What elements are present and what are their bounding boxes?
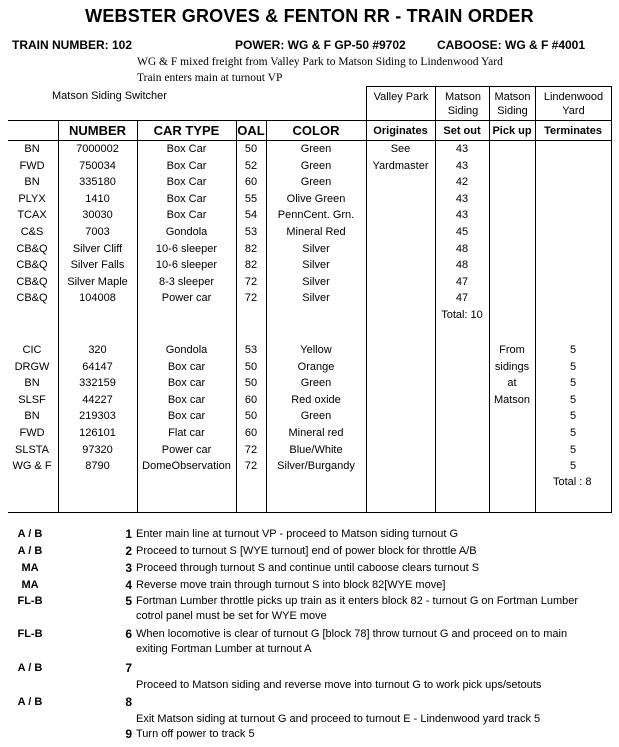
car-number: 1410 [85,192,110,205]
description-line-1: WG & F mixed freight from Valley Park to Matson Siding to Lindenwood Yard [137,56,503,68]
instruction-number: 5 [125,594,132,608]
col-color: COLOR [292,123,340,138]
car-color: Mineral Red [286,226,346,238]
road-name: BN [24,143,40,155]
car-oal: 54 [244,209,258,222]
road-name: SLSF [18,393,46,406]
switcher-label: Matson Siding Switcher [52,90,167,102]
col-pick-up: Pick up [492,125,532,137]
road-name: CB&Q [16,242,48,255]
setout-track: 45 [455,226,469,238]
road-name: FWD [19,427,45,439]
car-number: 97320 [82,443,113,456]
power: POWER: WG & F GP-50 #9702 [235,38,406,52]
car-number: 7000002 [76,143,119,155]
car-number: 64147 [82,360,113,373]
car-number: 104008 [79,292,116,305]
road-name: CB&Q [16,275,48,288]
car-oal: 60 [244,393,258,406]
road-name: BN [24,410,40,423]
car-oal: 72 [244,460,258,473]
terminate-track: 5 [569,427,577,439]
car-color: Olive Green [286,192,346,205]
car-type: Box car [167,360,206,373]
car-type: Box Car [166,192,207,205]
car-type: Box car [167,377,206,390]
road-name: C&S [20,226,44,238]
road-name: CIC [22,344,42,356]
setout-track: 42 [455,176,469,189]
instruction-text: Turn off power to track 5 [136,728,255,740]
road-name: BN [24,176,40,189]
pickup-location: sidings [494,360,530,373]
setout-track: 47 [455,275,469,288]
terminate-track: 5 [569,410,577,423]
col-originates: Originates [373,125,428,137]
col-oal: OAL [237,123,265,138]
setout-track: 43 [455,192,469,205]
col-lindenwood: Lindenwood Yard [543,91,604,117]
car-type: Power car [161,292,212,305]
car-color: Green [300,410,332,423]
col-number: NUMBER [68,123,127,138]
car-type: Box car [167,410,206,423]
car-type: 10-6 sleeper [155,242,218,255]
road-name: PLYX [18,192,46,205]
car-color: Yellow [300,344,332,356]
car-oal: 82 [244,242,258,255]
instruction-number: 8 [125,695,132,709]
col-terminates: Terminates [544,125,602,137]
road-name: WG & F [12,460,52,473]
instruction-throttle: A / B [17,696,43,708]
instruction-throttle: A / B [17,545,43,557]
instruction-text: Proceed to Matson siding and reverse move into turnout G to work pick ups/setouts [136,679,542,691]
car-color: Red oxide [291,393,341,406]
car-oal: 72 [244,292,258,305]
car-oal: 72 [244,275,258,288]
train-number: TRAIN NUMBER: 102 [12,38,133,52]
car-type: Box Car [166,209,207,222]
car-color: PennCent. Grn. [277,209,355,222]
car-color: Green [300,159,332,172]
car-type: Box car [167,393,206,406]
instruction-text: Proceed to turnout S [WYE turnout] end of power block for throttle A/B [136,545,477,557]
car-number: 750034 [79,159,116,172]
car-number: 7003 [85,226,110,238]
instruction-throttle: A / B [17,528,43,540]
valley-park-origin: Yardmaster [372,159,429,172]
instruction-number: 2 [125,544,132,558]
car-color: Blue/White [289,443,343,456]
car-oal: 60 [244,176,258,189]
car-number: 335180 [79,176,116,189]
pickup-location: From [499,344,525,356]
terminate-track: 5 [569,443,577,456]
car-color: Silver [302,259,330,272]
car-type: Gondola [165,226,208,238]
car-number: 320 [88,344,107,356]
road-name: CB&Q [16,292,48,305]
car-color: Silver [302,275,330,288]
car-type: 8-3 sleeper [158,275,215,288]
caboose: CABOOSE: WG & F #4001 [437,38,586,52]
instruction-throttle: FL-B [17,628,43,640]
description-line-2: Train enters main at turnout VP [137,72,283,84]
setout-track: 43 [455,143,469,155]
instruction-text: Reverse move train through turnout S into block 82[WYE move] [136,579,446,591]
car-number: 219303 [79,410,116,423]
instruction-throttle: FL-B [17,595,43,607]
road-name: BN [24,377,40,390]
setout-track: 48 [455,259,469,272]
car-color: Silver [302,242,330,255]
car-color: Mineral red [288,427,344,439]
road-name: SLSTA [14,443,50,456]
instruction-text: Enter main line at turnout VP - proceed to Matson siding turnout G [136,528,459,540]
car-oal: 53 [244,226,258,238]
col-car-type: CAR TYPE [153,123,220,138]
terminate-track: 5 [569,360,577,373]
setout-track: 43 [455,209,469,222]
pickup-location: at [507,377,517,390]
instruction-text: When locomotive is clear of turnout G [block 78] throw turnout G and proceed on to main [136,628,568,640]
car-type: Power car [161,443,212,456]
car-number: 126101 [79,427,116,439]
instruction-number: 6 [125,627,132,641]
car-oal: 55 [244,192,258,205]
car-number: 44227 [82,393,113,406]
car-number: 332159 [79,377,116,390]
col-set-out: Set out [443,125,481,137]
car-type: Box Car [166,159,207,172]
car-number: 8790 [85,460,110,473]
road-name: DRGW [14,360,50,373]
car-number: Silver Cliff [72,242,123,255]
car-oal: 50 [244,377,258,390]
page-title: WEBSTER GROVES & FENTON RR - TRAIN ORDER [85,6,534,26]
car-oal: 50 [244,410,258,423]
setout-track: 47 [455,292,469,305]
terminate-track: 5 [569,377,577,390]
instruction-number: 7 [125,661,132,675]
car-type: Gondola [165,344,208,356]
car-color: Orange [297,360,335,373]
car-number: Silver Maple [67,275,128,288]
setout-total: Total: 10 [441,309,483,321]
instruction-text-continued: exiting Fortman Lumber at turnout A [136,643,312,655]
car-number: Silver Falls [70,259,125,272]
instruction-throttle: MA [21,562,39,574]
instruction-number: 9 [125,727,132,741]
car-type: 10-6 sleeper [155,259,218,272]
col-valley-park: Valley Park [373,91,429,103]
car-type: Flat car [168,427,205,439]
terminate-track: 5 [569,393,577,406]
car-type: DomeObservation [142,460,231,473]
terminate-track: 5 [569,460,577,473]
car-number: 30030 [82,209,113,222]
car-oal: 50 [244,143,258,155]
car-type: Box Car [166,143,207,155]
instruction-number: 3 [125,561,132,575]
road-name: TCAX [17,209,47,222]
pickup-total: Total : 8 [553,476,592,488]
car-oal: 52 [244,159,258,172]
car-color: Green [300,176,332,189]
car-oal: 50 [244,360,258,373]
instruction-text: Exit Matson siding at turnout G and proceed to turnout E - Lindenwood yard track 5 [136,713,541,725]
car-color: Silver [302,292,330,305]
instruction-number: 4 [125,578,132,592]
instruction-text-continued: cotrol panel must be set for WYE move [136,610,327,622]
car-color: Green [300,377,332,390]
car-oal: 72 [244,443,258,456]
terminate-track: 5 [569,344,577,356]
instruction-text: Fortman Lumber throttle picks up train as it enters block 82 - turnout G on Fortman Lumber [136,595,579,607]
instruction-number: 1 [125,527,132,541]
car-color: Silver/Burgandy [277,460,355,473]
car-color: Green [300,143,332,155]
car-type: Box Car [166,176,207,189]
setout-track: 43 [455,159,469,172]
col-matson-pickup: Matson Siding [494,91,531,117]
valley-park-origin: See [390,143,411,155]
instruction-text: Proceed through turnout S and continue until caboose clears turnout S [136,562,480,574]
car-oal: 82 [244,259,258,272]
instruction-throttle: A / B [17,662,43,674]
setout-track: 48 [455,242,469,255]
car-oal: 60 [244,427,258,439]
road-name: CB&Q [16,259,48,272]
car-oal: 53 [244,344,258,356]
pickup-location: Matson [493,393,531,406]
instruction-throttle: MA [21,579,39,591]
col-matson-setout: Matson Siding [444,91,482,117]
road-name: FWD [19,159,45,172]
